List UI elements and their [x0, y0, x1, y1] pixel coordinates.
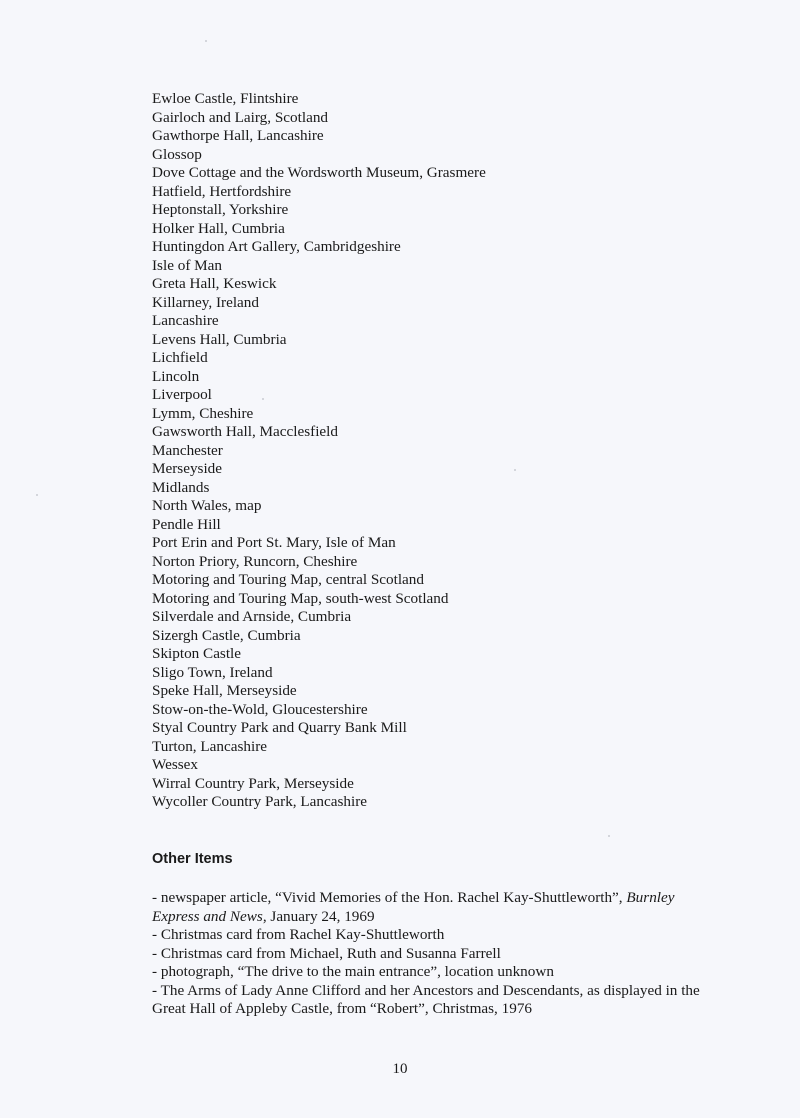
article-prefix: - newspaper article, “Vivid Memories of the Hon. Rachel Kay-Shuttleworth”,	[152, 889, 627, 906]
list-item: Port Erin and Port St. Mary, Isle of Man	[152, 534, 396, 551]
list-item: Greta Hall, Keswick	[152, 275, 277, 292]
list-item: Turton, Lancashire	[152, 737, 268, 755]
list-item: - Christmas card from Rachel Kay-Shuttleworth	[152, 926, 445, 943]
list-item: Gairloch and Lairg, Scotland	[152, 108, 329, 126]
list-item: Gawthorpe Hall, Lancashire	[152, 127, 324, 144]
list-item: Heptonstall, Yorkshire	[152, 201, 289, 218]
list-item: Lincoln	[152, 367, 200, 385]
list-item: Norton Priory, Runcorn, Cheshire	[152, 552, 358, 570]
publication-title: Burnley Express and News	[152, 889, 675, 925]
list-item: Levens Hall, Cumbria	[152, 330, 287, 348]
list-item: Merseyside	[152, 460, 223, 477]
list-item: Lichfield	[152, 349, 208, 366]
scan-speck	[514, 469, 516, 471]
other-items-heading: Other Items	[152, 851, 233, 867]
scan-speck	[205, 40, 207, 42]
list-item: Huntingdon Art Gallery, Cambridgeshire	[152, 238, 401, 255]
newspaper-article-item	[152, 889, 722, 926]
list-item: Pendle Hill	[152, 515, 221, 533]
list-item: Midlands	[152, 478, 210, 496]
list-item: Wessex	[152, 756, 199, 773]
article-suffix: , January 24, 1969	[262, 907, 375, 925]
list-item: Wycoller Country Park, Lancashire	[152, 793, 368, 810]
list-item: Ewloe Castle, Flintshire	[152, 90, 299, 107]
list-item: - The Arms of Lady Anne Clifford and her Ancestors and Descendants, as displayed in the Great Hall of Appleby Castle, from “Robert”, Christmas, 1976	[152, 981, 700, 1017]
scan-speck	[36, 494, 38, 496]
list-item: Styal Country Park and Quarry Bank Mill	[152, 719, 407, 736]
list-item: Sizergh Castle, Cumbria	[152, 626, 301, 644]
list-item: - photograph, “The drive to the main entrance”, location unknown	[152, 963, 554, 980]
other-items-list	[152, 889, 722, 1019]
list-item: North Wales, map	[152, 497, 262, 514]
places-list	[152, 90, 486, 812]
list-item: Sligo Town, Ireland	[152, 663, 273, 681]
list-item: - Christmas card from Michael, Ruth and Susanna Farrell	[152, 944, 501, 962]
list-item: Lymm, Cheshire	[152, 404, 254, 422]
list-item: Motoring and Touring Map, central Scotland	[152, 571, 424, 588]
list-item: Speke Hall, Merseyside	[152, 682, 297, 699]
list-item: Silverdale and Arnside, Cumbria	[152, 608, 352, 625]
page-number: 10	[392, 1061, 408, 1077]
scan-speck	[608, 835, 610, 837]
list-item: Skipton Castle	[152, 645, 242, 662]
list-item: Glossop	[152, 145, 202, 163]
list-item: Lancashire	[152, 312, 219, 329]
list-item: Holker Hall, Cumbria	[152, 219, 285, 237]
list-item: Stow-on-the-Wold, Gloucestershire	[152, 700, 368, 718]
list-item: Liverpool	[152, 386, 212, 403]
list-item: Isle of Man	[152, 256, 223, 274]
list-item: Hatfield, Hertfordshire	[152, 182, 292, 200]
list-item: Gawsworth Hall, Macclesfield	[152, 423, 338, 440]
list-item: Manchester	[152, 441, 223, 459]
list-item: Motoring and Touring Map, south-west Scotland	[152, 589, 449, 607]
list-item: Wirral Country Park, Merseyside	[152, 774, 354, 792]
list-item: Killarney, Ireland	[152, 293, 259, 311]
list-item: Dove Cottage and the Wordsworth Museum, Grasmere	[152, 164, 486, 181]
